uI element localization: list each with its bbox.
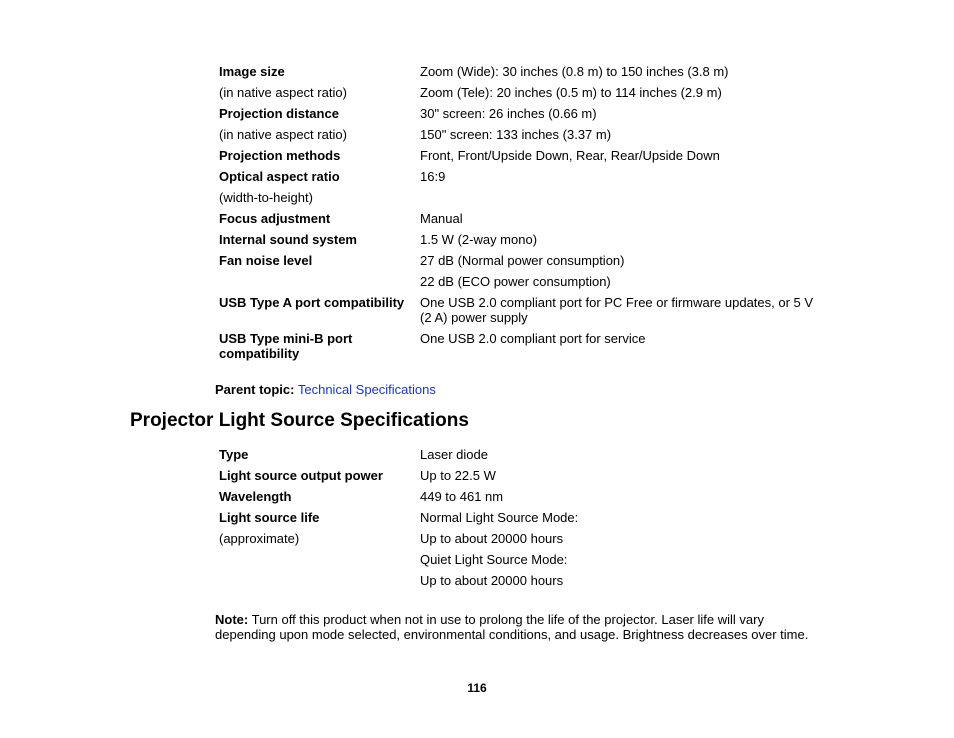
- spec-row-wavelength: [219, 489, 824, 504]
- light-source-specs-table: [219, 447, 824, 594]
- spec-label: (in native aspect ratio): [219, 85, 347, 100]
- spec-label: Type: [219, 447, 249, 462]
- parent-topic-label: Parent topic:: [215, 382, 295, 397]
- spec-row-fan-noise-level: [219, 253, 824, 268]
- spec-value: 27 dB (Normal power consumption): [420, 253, 625, 268]
- spec-value: Quiet Light Source Mode:: [420, 552, 568, 567]
- spec-value: 30" screen: 26 inches (0.66 m): [420, 106, 597, 121]
- spec-row-optical-aspect-ratio-note: [219, 190, 824, 205]
- note-text: Turn off this product when not in use to prolong the life of the projector. Laser life will vary depending upon mode selected, environmental conditions, and usage. Brightness decreases over time.: [215, 612, 809, 642]
- note-label: Note:: [215, 612, 249, 627]
- spec-value: Front, Front/Upside Down, Rear, Rear/Upside Down: [420, 148, 720, 163]
- spec-label: Optical aspect ratio: [219, 169, 340, 184]
- spec-label: Wavelength: [219, 489, 292, 504]
- spec-value: Up to about 20000 hours: [420, 531, 564, 546]
- spec-row-projection-distance: [219, 106, 824, 121]
- spec-label: [219, 552, 420, 567]
- spec-row-light-source-life: [219, 510, 824, 525]
- spec-label: Projection methods: [219, 148, 341, 163]
- spec-row-projection-methods: [219, 148, 824, 163]
- spec-value: Normal Light Source Mode:: [420, 510, 579, 525]
- spec-row-image-size-note: [219, 85, 824, 100]
- spec-label: Focus adjustment: [219, 211, 331, 226]
- spec-row-usb-type-mini-b: [219, 331, 824, 361]
- spec-value: 449 to 461 nm: [420, 489, 504, 504]
- section-heading: Projector Light Source Specifications: [130, 410, 469, 431]
- spec-label: Projection distance: [219, 106, 339, 121]
- spec-label: (in native aspect ratio): [219, 127, 347, 142]
- spec-label: [219, 274, 420, 289]
- note-paragraph: [215, 612, 825, 642]
- spec-value: Up to 22.5 W: [420, 468, 496, 483]
- spec-value: Manual: [420, 211, 463, 226]
- technical-specifications-link[interactable]: Technical Specifications: [297, 382, 436, 397]
- parent-topic: [215, 382, 436, 397]
- spec-row-optical-aspect-ratio: [219, 169, 824, 184]
- spec-value: 150" screen: 133 inches (3.37 m): [420, 127, 612, 142]
- spec-value: Up to about 20000 hours: [420, 573, 564, 588]
- spec-value: Zoom (Wide): 30 inches (0.8 m) to 150 inches (3.8 m): [420, 64, 729, 79]
- spec-label: [219, 573, 420, 588]
- spec-value: Zoom (Tele): 20 inches (0.5 m) to 114 inches (2.9 m): [420, 85, 722, 100]
- spec-row-type: [219, 447, 824, 462]
- spec-row-image-size: [219, 64, 824, 79]
- spec-row-light-source-life-normal: [219, 531, 824, 546]
- spec-label: (width-to-height): [219, 190, 313, 205]
- spec-value: One USB 2.0 compliant port for service: [420, 331, 646, 346]
- spec-row-quiet-mode-hours: [219, 573, 824, 588]
- spec-value: 1.5 W (2-way mono): [420, 232, 538, 247]
- spec-label: Image size: [219, 64, 285, 79]
- projector-specs-table: [219, 64, 824, 367]
- spec-row-quiet-mode: [219, 552, 824, 567]
- spec-row-internal-sound-system: [219, 232, 824, 247]
- spec-label: Light source output power: [219, 468, 383, 483]
- spec-row-projection-distance-note: [219, 127, 824, 142]
- spec-label: Fan noise level: [219, 253, 313, 268]
- spec-label: Light source life: [219, 510, 320, 525]
- page-number: 116: [467, 681, 487, 695]
- spec-value: One USB 2.0 compliant port for PC Free or firmware updates, or 5 V (2 A) power supply: [420, 295, 814, 325]
- spec-row-focus-adjustment: [219, 211, 824, 226]
- spec-row-fan-noise-level-eco: [219, 274, 824, 289]
- spec-row-usb-type-a: [219, 295, 824, 325]
- spec-label: USB Type mini-B port compatibility: [219, 331, 353, 361]
- spec-value: Laser diode: [420, 447, 488, 462]
- spec-label: (approximate): [219, 531, 300, 546]
- spec-value: 22 dB (ECO power consumption): [420, 274, 611, 289]
- spec-value: [420, 190, 824, 205]
- spec-value: 16:9: [420, 169, 446, 184]
- spec-row-output-power: [219, 468, 824, 483]
- spec-label: Internal sound system: [219, 232, 357, 247]
- spec-label: USB Type A port compatibility: [219, 295, 405, 310]
